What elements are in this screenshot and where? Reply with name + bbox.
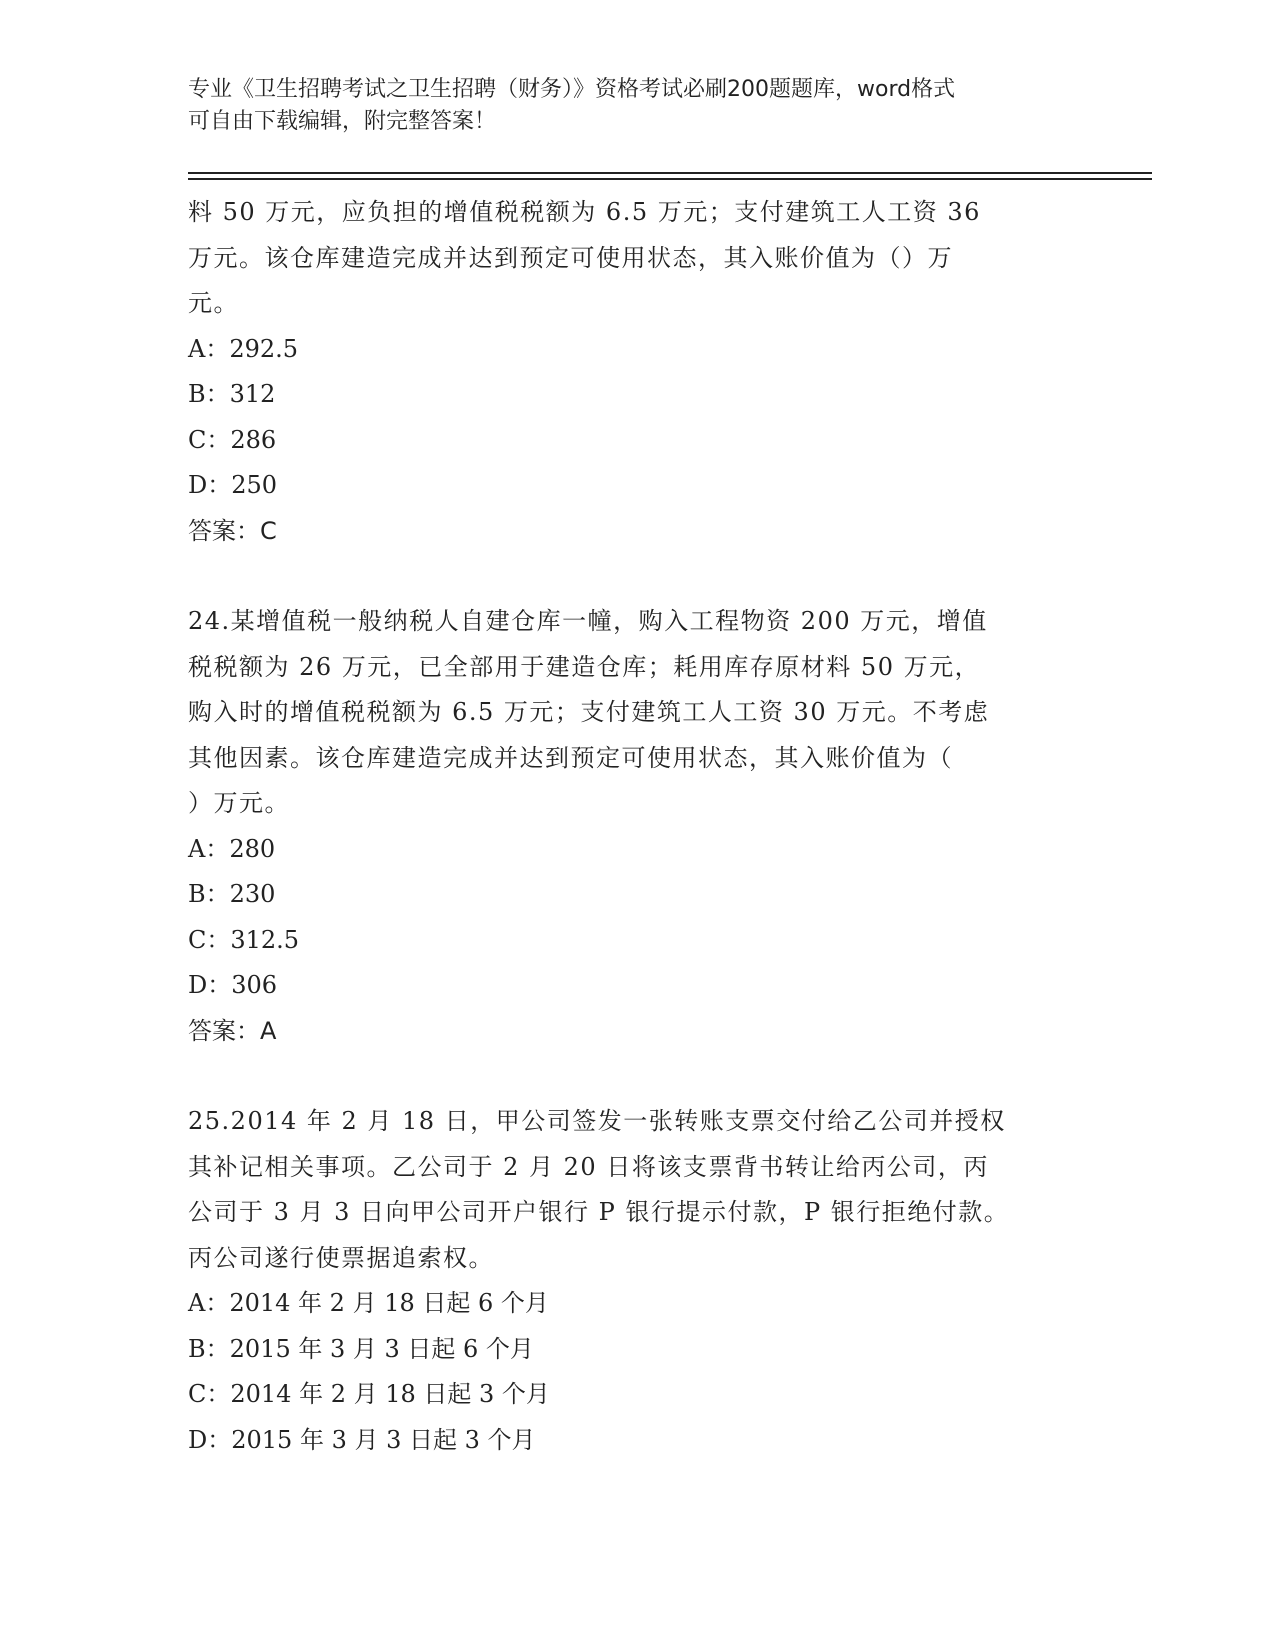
question-stem-line: 公司于 3 月 3 日向甲公司开户银行 P 银行提示付款，P 银行拒绝付款。 xyxy=(188,1198,1010,1226)
spacer xyxy=(188,1054,1088,1099)
question-stem-line: 税税额为 26 万元，已全部用于建造仓库；耗用库存原材料 50 万元， xyxy=(188,652,981,681)
answer-line: 答案：A xyxy=(188,1016,277,1045)
question-25 xyxy=(188,1099,1088,1463)
option-a: A：292.5 xyxy=(188,334,299,363)
header-line-1: 专业《卫生招聘考试之卫生招聘（财务）》资格考试必刷200题题库，word格式 xyxy=(188,77,956,102)
header-rule-top xyxy=(188,172,1152,174)
option-c: C：2014 年 2 月 18 日起 3 个月 xyxy=(188,1380,550,1408)
option-d: D：2015 年 3 月 3 日起 3 个月 xyxy=(188,1425,536,1454)
question-stem-line: 料 50 万元，应负担的增值税税额为 6.5 万元；支付建筑工人工资 36 xyxy=(188,198,981,226)
question-24 xyxy=(188,599,1088,1054)
question-stem-line: 24.某增值税一般纳税人自建仓库一幢，购入工程物资 200 万元，增值 xyxy=(188,607,988,635)
question-stem-line: 其补记相关事项。乙公司于 2 月 20 日将该支票背书转让给丙公司，丙 xyxy=(188,1152,989,1181)
question-stem-line: 25.2014 年 2 月 18 日，甲公司签发一张转账支票交付给乙公司并授权 xyxy=(188,1107,1006,1135)
option-c: C：286 xyxy=(188,425,277,454)
header-rule-bottom xyxy=(188,178,1152,180)
question-23 xyxy=(188,190,1088,554)
answer-line: 答案：C xyxy=(188,516,277,545)
question-stem-line: ）万元。 xyxy=(188,789,290,817)
option-b: B：230 xyxy=(188,880,276,908)
question-stem-line: 购入时的增值税税额为 6.5 万元；支付建筑工人工资 30 万元。不考虑 xyxy=(188,698,990,726)
option-d: D：306 xyxy=(188,971,278,999)
question-stem-line: 元。 xyxy=(188,289,239,317)
page-header xyxy=(188,74,1088,138)
option-c: C：312.5 xyxy=(188,925,300,954)
question-stem-line: 丙公司遂行使票据追索权。 xyxy=(188,1243,494,1272)
spacer xyxy=(188,554,1088,599)
question-stem-line: 其他因素。该仓库建造完成并达到预定可使用状态，其入账价值为（ xyxy=(188,743,953,772)
option-b: B：2015 年 3 月 3 日起 6 个月 xyxy=(188,1334,534,1363)
document-body xyxy=(188,190,1088,1463)
option-a: A：2014 年 2 月 18 日起 6 个月 xyxy=(188,1289,549,1317)
option-a: A：280 xyxy=(188,834,276,863)
question-stem-line: 万元。该仓库建造完成并达到预定可使用状态，其入账价值为（）万 xyxy=(188,243,953,272)
header-line-2: 可自由下载编辑，附完整答案！ xyxy=(188,109,497,134)
option-d: D：250 xyxy=(188,471,278,499)
option-b: B：312 xyxy=(188,380,276,408)
